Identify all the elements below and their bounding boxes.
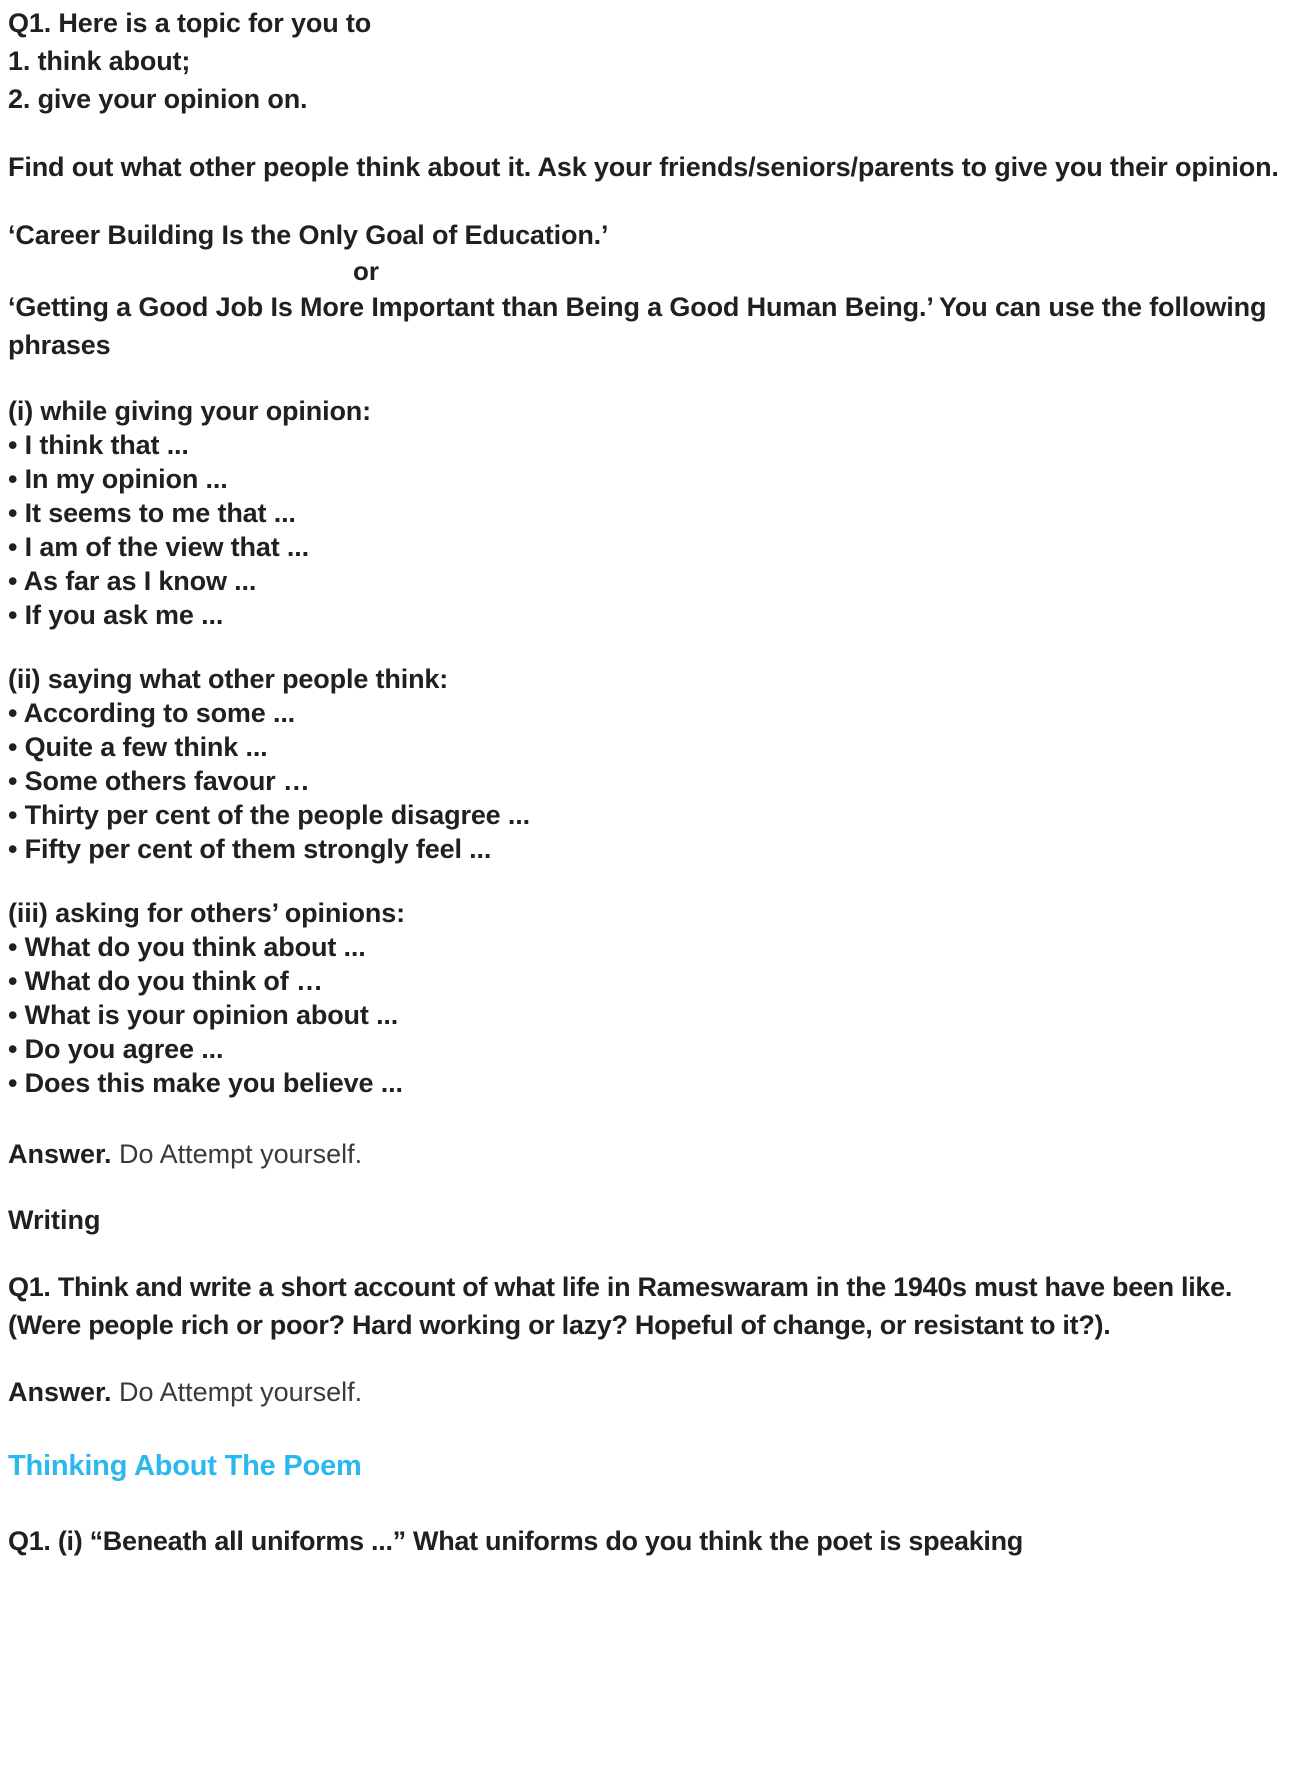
answer-label: Answer. bbox=[8, 1377, 112, 1407]
q1-intro-block bbox=[8, 4, 1284, 118]
spacer bbox=[8, 118, 1284, 148]
spacer bbox=[8, 1100, 1284, 1136]
list-item: • Quite a few think ... bbox=[8, 732, 268, 762]
spacer bbox=[8, 364, 1284, 394]
list-item: • What do you think about ... bbox=[8, 932, 366, 962]
spacer bbox=[8, 1238, 1284, 1268]
q1-topic-a: ‘Career Building Is the Only Goal of Education.’ bbox=[8, 220, 609, 250]
phrase-group-2-heading: (ii) saying what other people think: bbox=[8, 664, 449, 694]
phrase-group-2 bbox=[8, 662, 1284, 866]
q1-intro-line-1: Q1. Here is a topic for you to bbox=[8, 8, 372, 38]
list-item: • As far as I know ... bbox=[8, 566, 257, 596]
q1-topic-b: ‘Getting a Good Job Is More Important than Being a Good Human Being.’ You can use the following phrases bbox=[8, 292, 1267, 360]
phrase-group-3 bbox=[8, 896, 1284, 1100]
q1-or-label: or bbox=[353, 256, 379, 286]
list-item: • According to some ... bbox=[8, 698, 296, 728]
spacer bbox=[8, 1486, 1284, 1522]
list-item: • It seems to me that ... bbox=[8, 498, 296, 528]
list-item: • If you ask me ... bbox=[8, 600, 224, 630]
spacer bbox=[8, 186, 1284, 216]
writing-answer bbox=[8, 1374, 1284, 1410]
spacer bbox=[8, 1172, 1284, 1202]
list-item: • What do you think of … bbox=[8, 966, 323, 996]
answer-text: Do Attempt yourself. bbox=[111, 1377, 363, 1407]
spacer bbox=[8, 866, 1284, 896]
q1-intro-line-2: 1. think about; bbox=[8, 46, 191, 76]
list-item: • What is your opinion about ... bbox=[8, 1000, 399, 1030]
poem-question-1: Q1. (i) “Beneath all uniforms ...” What uniforms do you think the poet is speaking bbox=[8, 1526, 1023, 1556]
spacer bbox=[8, 632, 1284, 662]
q1-answer bbox=[8, 1136, 1284, 1172]
list-item: • Does this make you believe ... bbox=[8, 1068, 403, 1098]
answer-text: Do Attempt yourself. bbox=[111, 1139, 363, 1169]
q1-intro-line-3: 2. give your opinion on. bbox=[8, 84, 308, 114]
spacer bbox=[8, 1344, 1284, 1374]
answer-label: Answer. bbox=[8, 1139, 112, 1169]
poem-section-heading: Thinking About The Poem bbox=[8, 1450, 362, 1482]
list-item: • Thirty per cent of the people disagree ... bbox=[8, 800, 530, 830]
phrase-group-1 bbox=[8, 394, 1284, 632]
phrase-group-1-heading: (i) while giving your opinion: bbox=[8, 396, 371, 426]
list-item: • I think that ... bbox=[8, 430, 189, 460]
list-item: • Some others favour … bbox=[8, 766, 310, 796]
list-item: • Do you agree ... bbox=[8, 1034, 224, 1064]
list-item: • Fifty per cent of them strongly feel ... bbox=[8, 834, 492, 864]
list-item: • In my opinion ... bbox=[8, 464, 228, 494]
phrase-group-3-heading: (iii) asking for others’ opinions: bbox=[8, 898, 405, 928]
q1-find-out-paragraph: Find out what other people think about it. Ask your friends/seniors/parents to give you their opinion. bbox=[8, 152, 1279, 182]
writing-question: Q1. Think and write a short account of what life in Rameswaram in the 1940s must have been like. (Were people rich or poor? Hard working or lazy? Hopeful of change, or resistant to it?). bbox=[8, 1272, 1233, 1340]
spacer bbox=[8, 1410, 1284, 1446]
writing-section-title: Writing bbox=[8, 1205, 101, 1235]
list-item: • I am of the view that ... bbox=[8, 532, 309, 562]
